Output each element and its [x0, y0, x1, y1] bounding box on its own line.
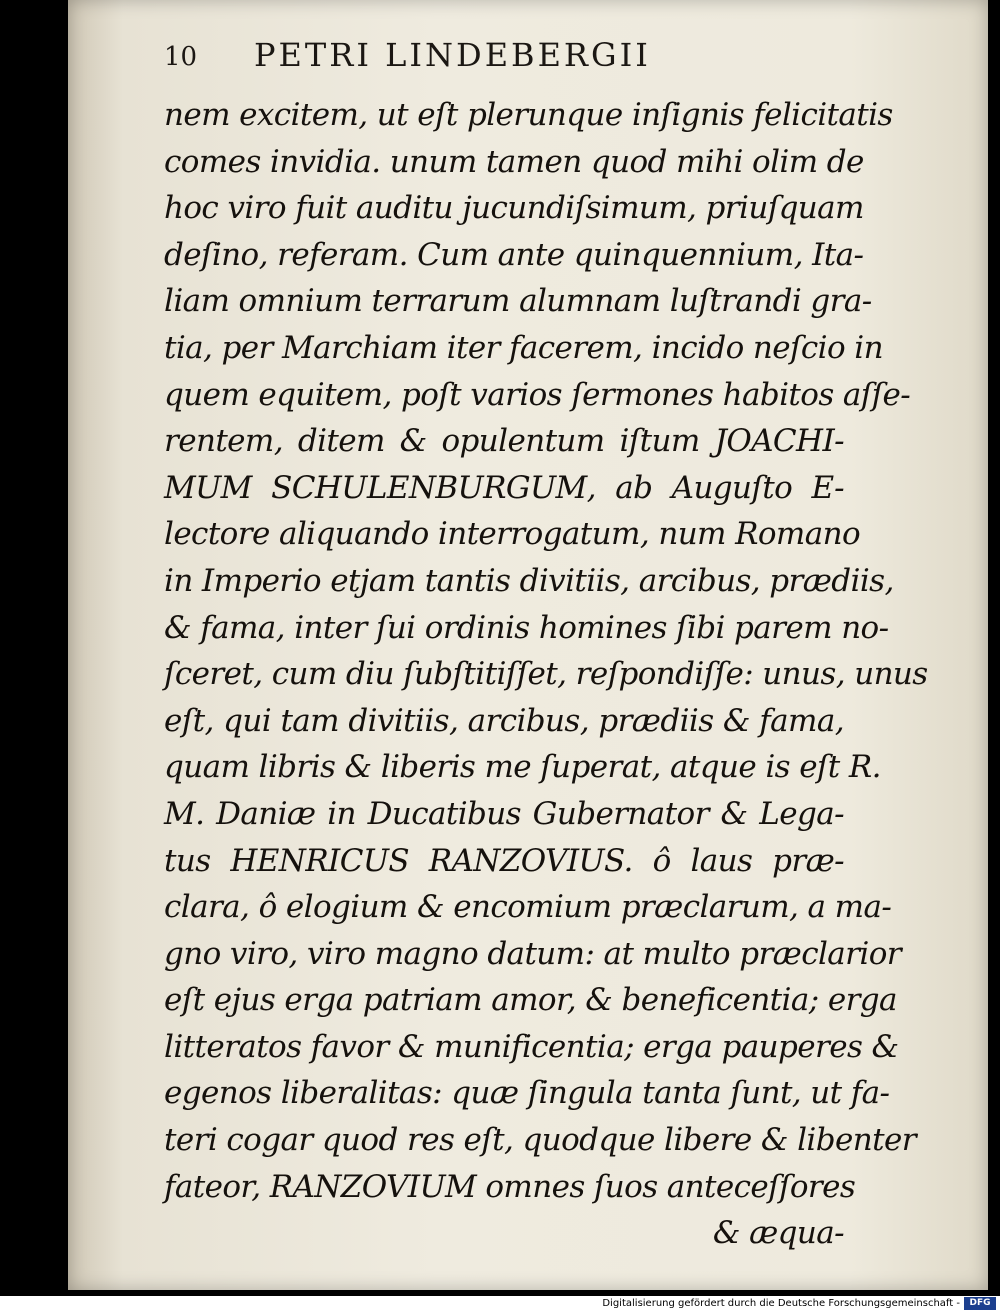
- text-line: liam omnium terrarum alumnam luſtrandi gra-: [164, 283, 872, 320]
- text-line: egenos liberalitas: quæ ſingula tanta ſunt, ut fa-: [164, 1075, 890, 1112]
- text-line: nem excitem, ut eſt plerunque inſignis felicitatis: [164, 97, 893, 133]
- text-line: litteratos favor & munificentia; erga pauperes &: [164, 1028, 899, 1065]
- text-line: lectore aliquando interrogatum, num Romano: [164, 516, 861, 553]
- page-header: [164, 36, 784, 84]
- text-line: fateor, RANZOVIUM omnes ſuos anteceſſores: [164, 1168, 856, 1205]
- text-line: deſino, referam. Cum ante quinquennium, Ita-: [164, 236, 864, 273]
- text-line: in Imperio etjam tantis divitiis, arcibus, prædiis,: [164, 562, 894, 599]
- text-line: teri cogar quod res eſt, quodque libere & libenter: [164, 1122, 916, 1159]
- text-line: clara, ô elogium & encomium præclarum, a ma-: [164, 889, 892, 926]
- text-line: tia, per Marchiam iter facerem, incido neſcio in: [164, 329, 883, 366]
- text-line: M. Daniæ in Ducatibus Gubernator & Lega-: [164, 795, 844, 832]
- catchword-line: & æqua-: [712, 1215, 844, 1252]
- text-line: & fama, inter ſui ordinis homines ſibi parem no-: [164, 609, 889, 646]
- dfg-logo: DFG: [964, 1297, 996, 1310]
- text-line: ſceret, cum diu ſubſtitiſſet, reſpondiſſe: unus, unus: [164, 656, 928, 693]
- body-text: [164, 92, 928, 1257]
- text-line: MUM SCHULENBURGUM, ab Auguſto E-: [164, 469, 844, 506]
- text-line: comes invidia. unum tamen quod mihi olim de: [164, 143, 864, 180]
- text-line: quam libris & liberis me ſuperat, atque is eſt R.: [164, 749, 881, 786]
- text-line: eſt ejus erga patriam amor, & beneficentia; erga: [164, 982, 897, 1019]
- text-line: rentem, ditem & opulentum iſtum JOACHI-: [164, 423, 844, 460]
- text-line: quem equitem, poſt varios ſermones habitos aſſe-: [164, 376, 911, 413]
- running-head: PETRI LINDEBERGII: [254, 36, 651, 74]
- text-line: eſt, qui tam divitiis, arcibus, prædiis & fama,: [164, 702, 844, 739]
- text-line: gno viro, viro magno datum: at multo præclarior: [164, 935, 901, 972]
- page-number: 10: [164, 42, 198, 72]
- text-line: tus HENRICUS RANZOVIUS. ô laus præ-: [164, 842, 844, 879]
- text-line: hoc viro fuit auditu jucundiſsimum, priuſquam: [164, 190, 864, 227]
- digitization-credit: Digitalisierung gefördert durch die Deutsche Forschungsgemeinschaft -: [602, 1298, 960, 1309]
